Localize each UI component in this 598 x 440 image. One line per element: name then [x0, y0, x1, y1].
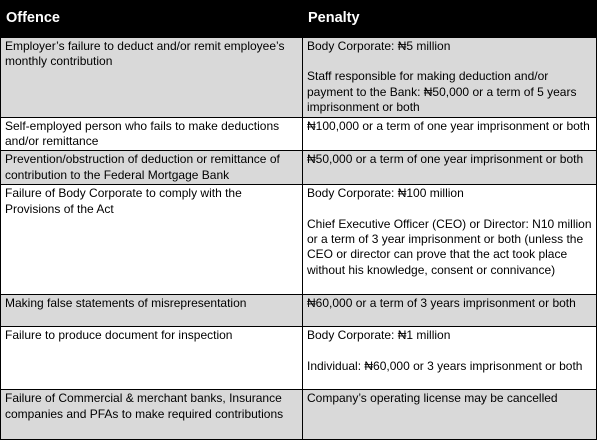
table-header-row — [1, 1, 597, 38]
penalty-text: ₦100,000 or a term of one year imprisonment or both — [307, 118, 590, 133]
penalty-text: ₦50,000 or a term of one year imprisonment or both — [307, 152, 584, 167]
penalty-cell — [303, 117, 597, 151]
column-header-offence: Offence — [1, 1, 303, 38]
table-row — [1, 38, 597, 118]
offence-cell: Prevention/obstruction of deduction or remittance of contribution to the Federal Mortgage Bank — [1, 151, 303, 185]
penalty-text: Body Corporate: ₦100 million — [307, 186, 464, 201]
table-row — [1, 390, 597, 440]
penalty-text: ₦60,000 or a term of 3 years imprisonment or both — [307, 296, 576, 311]
table-row — [1, 295, 597, 327]
penalty-cell — [303, 327, 597, 390]
penalty-text: Staff responsible for making deduction and/or payment to the Bank: ₦50,000 or a term of 5 years imprisonment or both — [307, 69, 577, 115]
penalty-cell — [303, 38, 597, 118]
penalty-text: Individual: ₦60,000 or 3 years imprisonment or both — [307, 358, 583, 373]
table-body — [1, 38, 597, 440]
offence-cell: Failure to produce document for inspection — [1, 327, 303, 390]
table-row — [1, 117, 597, 151]
penalty-cell — [303, 151, 597, 185]
column-header-penalty: Penalty — [303, 1, 597, 38]
penalty-text: Company’s operating license may be cancelled — [307, 391, 558, 406]
penalty-text: Chief Executive Officer (CEO) or Director: N10 million or a term of 3 year imprisonment or both (unless the CEO or director can prove that the act took place without his knowledge, consent or connivance) — [307, 216, 592, 277]
penalty-text: Body Corporate: ₦1 million — [307, 328, 451, 343]
penalty-cell — [303, 295, 597, 327]
offence-cell: Self-employed person who fails to make deductions and/or remittance — [1, 117, 303, 151]
penalty-cell — [303, 390, 597, 440]
offence-cell: Failure of Commercial & merchant banks, Insurance companies and PFAs to make required contributions — [1, 390, 303, 440]
penalty-text: Body Corporate: ₦5 million — [307, 39, 451, 53]
penalty-cell — [303, 185, 597, 295]
table-row — [1, 151, 597, 185]
offence-cell: Employer’s failure to deduct and/or remit employee’s monthly contribution — [1, 38, 303, 118]
offence-cell: Making false statements of misrepresentation — [1, 295, 303, 327]
offence-cell: Failure of Body Corporate to comply with the Provisions of the Act — [1, 185, 303, 295]
table-row — [1, 185, 597, 295]
table-row — [1, 327, 597, 390]
